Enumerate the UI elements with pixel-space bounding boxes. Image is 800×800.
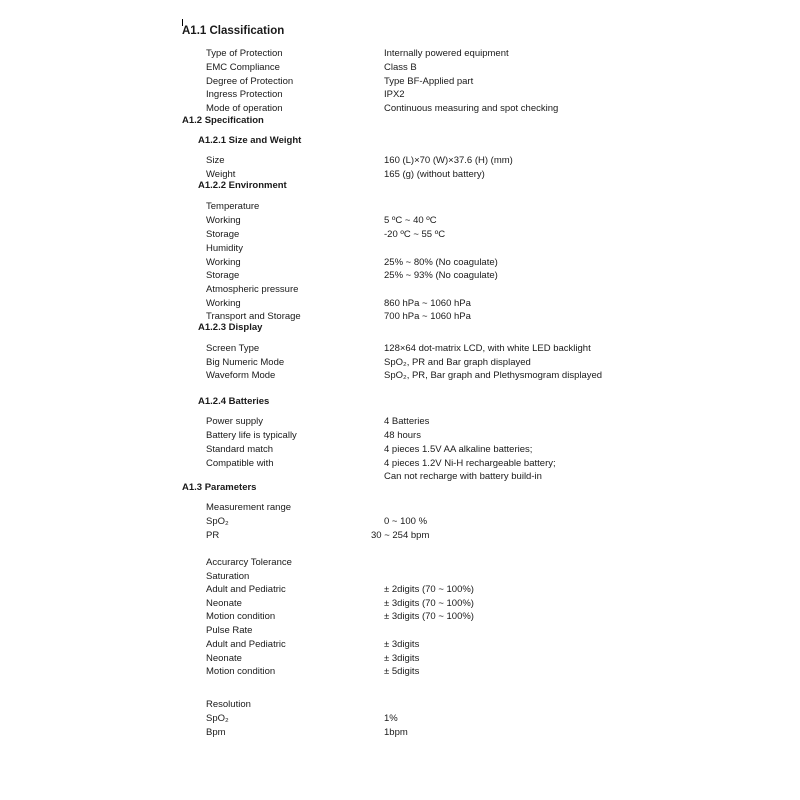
row-value: 0 ~ 100 % xyxy=(384,516,428,527)
row-value: 4 pieces 1.5V AA alkaline batteries; xyxy=(384,444,533,455)
row-value: Internally powered equipment xyxy=(384,48,509,59)
row-label: Transport and Storage xyxy=(206,311,301,322)
section-parameters-title: A1.3 Parameters xyxy=(182,482,257,493)
row-value: 4 Batteries xyxy=(384,416,430,427)
row-label: Motion condition xyxy=(206,611,276,622)
row-value: ± 3digits (70 ~ 100%) xyxy=(384,598,474,609)
row-label: Weight xyxy=(206,169,236,180)
row-value: IPX2 xyxy=(384,89,405,100)
row-label: SpO₂ xyxy=(206,516,229,527)
row-label: Degree of Protection xyxy=(206,76,294,87)
row-value: Type BF-Applied part xyxy=(384,76,474,87)
row-value: 1% xyxy=(384,713,398,724)
row-value: 700 hPa ~ 1060 hPa xyxy=(384,311,471,322)
row-value: ± 3digits (70 ~ 100%) xyxy=(384,611,474,622)
subsection-size-title: A1.2.1 Size and Weight xyxy=(198,135,302,146)
row-label: Type of Protection xyxy=(206,48,283,59)
row-label: Mode of operation xyxy=(206,103,283,114)
row-value: 128×64 dot-matrix LCD, with white LED backlight xyxy=(384,343,591,354)
row-value: 4 pieces 1.2V Ni-H rechargeable battery; xyxy=(384,458,556,469)
row-value: 5 ºC ~ 40 ºC xyxy=(384,215,437,226)
row-label: Saturation xyxy=(206,571,250,582)
row-label: Bpm xyxy=(206,727,226,738)
row-value: ± 2digits (70 ~ 100%) xyxy=(384,584,474,595)
subsection-batteries-title: A1.2.4 Batteries xyxy=(198,396,270,407)
row-label: Atmospheric pressure xyxy=(206,284,299,295)
row-label: Adult and Pediatric xyxy=(206,584,286,595)
row-value: ± 3digits xyxy=(384,639,420,650)
row-value: Can not recharge with battery build-in xyxy=(384,471,542,482)
row-value: 165 (g) (without battery) xyxy=(384,169,485,180)
row-label: EMC Compliance xyxy=(206,62,280,73)
measurement-range-label: Measurement range xyxy=(206,502,292,513)
accuracy-tolerance-label: Accurarcy Tolerance xyxy=(206,557,292,568)
row-value: -20 ºC ~ 55 ºC xyxy=(384,229,446,240)
row-value: 1bpm xyxy=(384,727,408,738)
row-label: Waveform Mode xyxy=(206,370,276,381)
row-label: Working xyxy=(206,257,241,268)
row-label: Power supply xyxy=(206,416,264,427)
row-label: Big Numeric Mode xyxy=(206,357,285,368)
subsection-environment-title: A1.2.2 Environment xyxy=(198,180,287,191)
row-value: 30 ~ 254 bpm xyxy=(371,530,430,541)
subsection-display-title: A1.2.3 Display xyxy=(198,322,263,333)
row-label: Size xyxy=(206,155,225,166)
row-label: Motion condition xyxy=(206,666,276,677)
row-value: 25% ~ 80% (No coagulate) xyxy=(384,257,498,268)
row-label: Screen Type xyxy=(206,343,260,354)
section-classification-title: A1.1 Classification xyxy=(182,25,285,37)
section-specification-title: A1.2 Specification xyxy=(182,115,264,126)
row-value: SpO₂, PR, Bar graph and Plethysmogram displayed xyxy=(384,370,603,381)
row-label: Working xyxy=(206,215,241,226)
row-value: 860 hPa ~ 1060 hPa xyxy=(384,298,471,309)
row-label: SpO₂ xyxy=(206,713,229,724)
row-label: Temperature xyxy=(206,201,260,212)
row-label: Neonate xyxy=(206,653,242,664)
resolution-label: Resolution xyxy=(206,699,251,710)
row-value: 48 hours xyxy=(384,430,421,441)
row-value: 25% ~ 93% (No coagulate) xyxy=(384,270,498,281)
row-label: Neonate xyxy=(206,598,242,609)
row-value: ± 3digits xyxy=(384,653,420,664)
row-value: ± 5digits xyxy=(384,666,420,677)
row-label: Battery life is typically xyxy=(206,430,297,441)
row-label: Compatible with xyxy=(206,458,274,469)
row-value: Continuous measuring and spot checking xyxy=(384,103,559,114)
row-label: Storage xyxy=(206,270,240,281)
row-value: Class B xyxy=(384,62,417,73)
row-label: Standard match xyxy=(206,444,274,455)
row-label: Working xyxy=(206,298,241,309)
row-label: PR xyxy=(206,530,220,541)
row-label: Adult and Pediatric xyxy=(206,639,286,650)
row-value: SpO₂, PR and Bar graph displayed xyxy=(384,357,531,368)
row-label: Storage xyxy=(206,229,240,240)
row-label: Humidity xyxy=(206,243,243,254)
row-label: Ingress Protection xyxy=(206,89,283,100)
row-label: Pulse Rate xyxy=(206,625,253,636)
row-value: 160 (L)×70 (W)×37.6 (H) (mm) xyxy=(384,155,513,166)
